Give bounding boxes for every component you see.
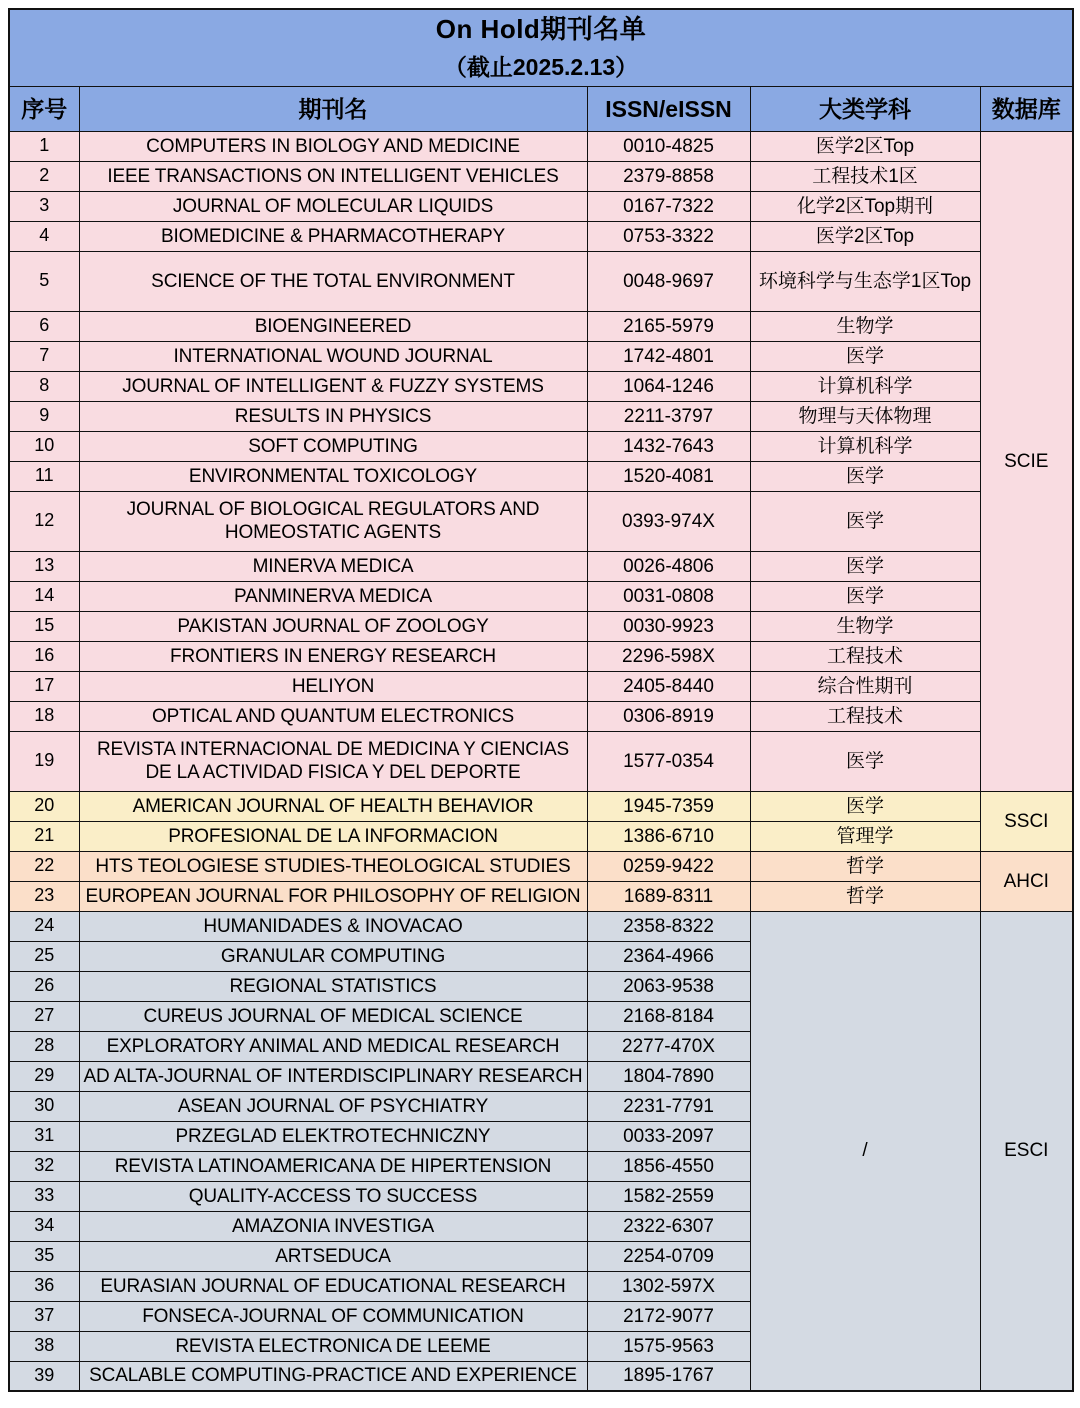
cell-index: 14 (9, 581, 79, 611)
cell-index: 10 (9, 431, 79, 461)
cell-issn: 2405-8440 (587, 671, 750, 701)
cell-journal-name: SCALABLE COMPUTING-PRACTICE AND EXPERIENCE (79, 1361, 587, 1391)
cell-index: 2 (9, 161, 79, 191)
table-row (9, 671, 1073, 701)
table-body (9, 131, 1073, 1391)
table-row (9, 221, 1073, 251)
cell-issn: 0030-9923 (587, 611, 750, 641)
cell-index: 23 (9, 881, 79, 911)
cell-journal-name: HTS TEOLOGIESE STUDIES-THEOLOGICAL STUDIES (79, 851, 587, 881)
cell-journal-name: HELIYON (79, 671, 587, 701)
cell-discipline: 医学 (750, 461, 980, 491)
cell-index: 17 (9, 671, 79, 701)
cell-journal-name: REGIONAL STATISTICS (79, 971, 587, 1001)
table-row (9, 851, 1073, 881)
cell-index: 20 (9, 791, 79, 821)
cell-discipline: 工程技术 (750, 641, 980, 671)
table-row (9, 701, 1073, 731)
cell-issn: 2211-3797 (587, 401, 750, 431)
cell-index: 24 (9, 911, 79, 941)
table-row (9, 881, 1073, 911)
cell-issn: 0033-2097 (587, 1121, 750, 1151)
cell-issn: 2254-0709 (587, 1241, 750, 1271)
cell-issn: 2231-7791 (587, 1091, 750, 1121)
cell-discipline: 哲学 (750, 881, 980, 911)
cell-index: 36 (9, 1271, 79, 1301)
cell-issn: 0753-3322 (587, 221, 750, 251)
cell-index: 22 (9, 851, 79, 881)
cell-discipline: 环境科学与生态学1区Top (750, 251, 980, 311)
cell-issn: 1520-4081 (587, 461, 750, 491)
cell-index: 6 (9, 311, 79, 341)
cell-issn: 0259-9422 (587, 851, 750, 881)
cell-journal-name: BIOMEDICINE & PHARMACOTHERAPY (79, 221, 587, 251)
cell-index: 21 (9, 821, 79, 851)
cell-journal-name: REVISTA INTERNACIONAL DE MEDICINA Y CIENCIAS DE LA ACTIVIDAD FISICA Y DEL DEPORTE (79, 731, 587, 791)
cell-journal-name: RESULTS IN PHYSICS (79, 401, 587, 431)
cell-issn: 2358-8322 (587, 911, 750, 941)
table-row (9, 491, 1073, 551)
table-row (9, 251, 1073, 311)
cell-discipline: 医学 (750, 551, 980, 581)
cell-issn: 1064-1246 (587, 371, 750, 401)
column-header-issn: ISSN/eISSN (587, 86, 750, 131)
cell-journal-name: CUREUS JOURNAL OF MEDICAL SCIENCE (79, 1001, 587, 1031)
cell-index: 7 (9, 341, 79, 371)
page-subtitle: （截止2025.2.13） (443, 54, 639, 80)
cell-discipline: 医学2区Top (750, 131, 980, 161)
cell-journal-name: BIOENGINEERED (79, 311, 587, 341)
cell-discipline: 计算机科学 (750, 371, 980, 401)
table-row (9, 911, 1073, 941)
cell-index: 15 (9, 611, 79, 641)
column-header-row (9, 86, 1073, 131)
cell-journal-name: FONSECA-JOURNAL OF COMMUNICATION (79, 1301, 587, 1331)
cell-issn: 0167-7322 (587, 191, 750, 221)
table-row (9, 341, 1073, 371)
cell-issn: 2063-9538 (587, 971, 750, 1001)
cell-issn: 0306-8919 (587, 701, 750, 731)
cell-journal-name: ASEAN JOURNAL OF PSYCHIATRY (79, 1091, 587, 1121)
cell-database-scie: SCIE (980, 131, 1073, 791)
cell-journal-name: PROFESIONAL DE LA INFORMACION (79, 821, 587, 851)
cell-index: 9 (9, 401, 79, 431)
cell-issn: 1895-1767 (587, 1361, 750, 1391)
cell-issn: 2379-8858 (587, 161, 750, 191)
cell-issn: 0048-9697 (587, 251, 750, 311)
cell-issn: 1945-7359 (587, 791, 750, 821)
cell-discipline: 生物学 (750, 311, 980, 341)
cell-discipline: 医学2区Top (750, 221, 980, 251)
on-hold-journal-table (8, 8, 1074, 1392)
cell-issn: 1577-0354 (587, 731, 750, 791)
cell-journal-name: PANMINERVA MEDICA (79, 581, 587, 611)
table-row (9, 551, 1073, 581)
cell-journal-name: IEEE TRANSACTIONS ON INTELLIGENT VEHICLES (79, 161, 587, 191)
cell-issn: 2172-9077 (587, 1301, 750, 1331)
cell-journal-name: SOFT COMPUTING (79, 431, 587, 461)
table-row (9, 641, 1073, 671)
cell-discipline: 医学 (750, 731, 980, 791)
cell-issn: 0010-4825 (587, 131, 750, 161)
cell-issn: 2364-4966 (587, 941, 750, 971)
column-header-name: 期刊名 (79, 86, 587, 131)
cell-discipline: 生物学 (750, 611, 980, 641)
cell-database-ssci: SSCI (980, 791, 1073, 851)
cell-journal-name: PAKISTAN JOURNAL OF ZOOLOGY (79, 611, 587, 641)
cell-journal-name: MINERVA MEDICA (79, 551, 587, 581)
table-row (9, 581, 1073, 611)
cell-index: 32 (9, 1151, 79, 1181)
table-title-cell (9, 9, 1073, 86)
table-row (9, 161, 1073, 191)
cell-journal-name: HUMANIDADES & INOVACAO (79, 911, 587, 941)
cell-discipline: 工程技术1区 (750, 161, 980, 191)
column-header-num: 序号 (9, 86, 79, 131)
cell-index: 31 (9, 1121, 79, 1151)
cell-discipline: 医学 (750, 581, 980, 611)
column-header-database: 数据库 (980, 86, 1073, 131)
cell-journal-name: ENVIRONMENTAL TOXICOLOGY (79, 461, 587, 491)
cell-journal-name: REVISTA LATINOAMERICANA DE HIPERTENSION (79, 1151, 587, 1181)
cell-index: 33 (9, 1181, 79, 1211)
cell-index: 3 (9, 191, 79, 221)
cell-journal-name: JOURNAL OF INTELLIGENT & FUZZY SYSTEMS (79, 371, 587, 401)
cell-journal-name: EUROPEAN JOURNAL FOR PHILOSOPHY OF RELIGION (79, 881, 587, 911)
cell-index: 4 (9, 221, 79, 251)
column-header-discipline: 大类学科 (750, 86, 980, 131)
cell-issn: 1742-4801 (587, 341, 750, 371)
cell-issn: 1432-7643 (587, 431, 750, 461)
cell-index: 16 (9, 641, 79, 671)
cell-issn: 1804-7890 (587, 1061, 750, 1091)
cell-journal-name: REVISTA ELECTRONICA DE LEEME (79, 1331, 587, 1361)
cell-journal-name: AMERICAN JOURNAL OF HEALTH BEHAVIOR (79, 791, 587, 821)
cell-database-ahci: AHCI (980, 851, 1073, 911)
table-row (9, 791, 1073, 821)
title-row (9, 9, 1073, 86)
cell-index: 25 (9, 941, 79, 971)
cell-index: 34 (9, 1211, 79, 1241)
cell-index: 30 (9, 1091, 79, 1121)
cell-issn: 0393-974X (587, 491, 750, 551)
table-row (9, 131, 1073, 161)
cell-journal-name: AD ALTA-JOURNAL OF INTERDISCIPLINARY RESEARCH (79, 1061, 587, 1091)
cell-index: 18 (9, 701, 79, 731)
cell-journal-name: JOURNAL OF BIOLOGICAL REGULATORS AND HOMEOSTATIC AGENTS (79, 491, 587, 551)
cell-journal-name: OPTICAL AND QUANTUM ELECTRONICS (79, 701, 587, 731)
cell-issn: 2165-5979 (587, 311, 750, 341)
cell-issn: 0031-0808 (587, 581, 750, 611)
cell-index: 1 (9, 131, 79, 161)
cell-journal-name: COMPUTERS IN BIOLOGY AND MEDICINE (79, 131, 587, 161)
cell-discipline: 管理学 (750, 821, 980, 851)
cell-discipline: 工程技术 (750, 701, 980, 731)
cell-index: 27 (9, 1001, 79, 1031)
cell-issn: 2296-598X (587, 641, 750, 671)
table-row (9, 731, 1073, 791)
cell-discipline: 计算机科学 (750, 431, 980, 461)
table-row (9, 401, 1073, 431)
table-row (9, 371, 1073, 401)
cell-issn: 2322-6307 (587, 1211, 750, 1241)
page-title: On Hold期刊名单 (435, 14, 647, 44)
cell-index: 12 (9, 491, 79, 551)
table-row (9, 191, 1073, 221)
cell-index: 29 (9, 1061, 79, 1091)
cell-issn: 1575-9563 (587, 1331, 750, 1361)
cell-discipline: 哲学 (750, 851, 980, 881)
cell-journal-name: JOURNAL OF MOLECULAR LIQUIDS (79, 191, 587, 221)
cell-issn: 1386-6710 (587, 821, 750, 851)
cell-discipline: 物理与天体物理 (750, 401, 980, 431)
cell-discipline: 医学 (750, 491, 980, 551)
cell-discipline: 医学 (750, 341, 980, 371)
cell-issn: 1689-8311 (587, 881, 750, 911)
cell-discipline-merged: / (750, 911, 980, 1391)
cell-index: 35 (9, 1241, 79, 1271)
cell-journal-name: EURASIAN JOURNAL OF EDUCATIONAL RESEARCH (79, 1271, 587, 1301)
cell-journal-name: QUALITY-ACCESS TO SUCCESS (79, 1181, 587, 1211)
cell-issn: 2277-470X (587, 1031, 750, 1061)
cell-issn: 2168-8184 (587, 1001, 750, 1031)
cell-index: 26 (9, 971, 79, 1001)
cell-index: 38 (9, 1331, 79, 1361)
cell-discipline: 医学 (750, 791, 980, 821)
cell-journal-name: INTERNATIONAL WOUND JOURNAL (79, 341, 587, 371)
cell-index: 11 (9, 461, 79, 491)
cell-index: 28 (9, 1031, 79, 1061)
cell-journal-name: ARTSEDUCA (79, 1241, 587, 1271)
cell-issn: 1856-4550 (587, 1151, 750, 1181)
cell-issn: 0026-4806 (587, 551, 750, 581)
cell-discipline: 化学2区Top期刊 (750, 191, 980, 221)
cell-journal-name: AMAZONIA INVESTIGA (79, 1211, 587, 1241)
cell-journal-name: EXPLORATORY ANIMAL AND MEDICAL RESEARCH (79, 1031, 587, 1061)
cell-journal-name: SCIENCE OF THE TOTAL ENVIRONMENT (79, 251, 587, 311)
cell-database-esci: ESCI (980, 911, 1073, 1391)
cell-issn: 1582-2559 (587, 1181, 750, 1211)
cell-journal-name: FRONTIERS IN ENERGY RESEARCH (79, 641, 587, 671)
table-row (9, 311, 1073, 341)
cell-index: 37 (9, 1301, 79, 1331)
cell-index: 19 (9, 731, 79, 791)
cell-index: 5 (9, 251, 79, 311)
cell-index: 13 (9, 551, 79, 581)
cell-journal-name: PRZEGLAD ELEKTROTECHNICZNY (79, 1121, 587, 1151)
cell-journal-name: GRANULAR COMPUTING (79, 941, 587, 971)
table-row (9, 821, 1073, 851)
cell-index: 39 (9, 1361, 79, 1391)
cell-index: 8 (9, 371, 79, 401)
table-row (9, 611, 1073, 641)
table-row (9, 431, 1073, 461)
cell-issn: 1302-597X (587, 1271, 750, 1301)
table-row (9, 461, 1073, 491)
cell-discipline: 综合性期刊 (750, 671, 980, 701)
